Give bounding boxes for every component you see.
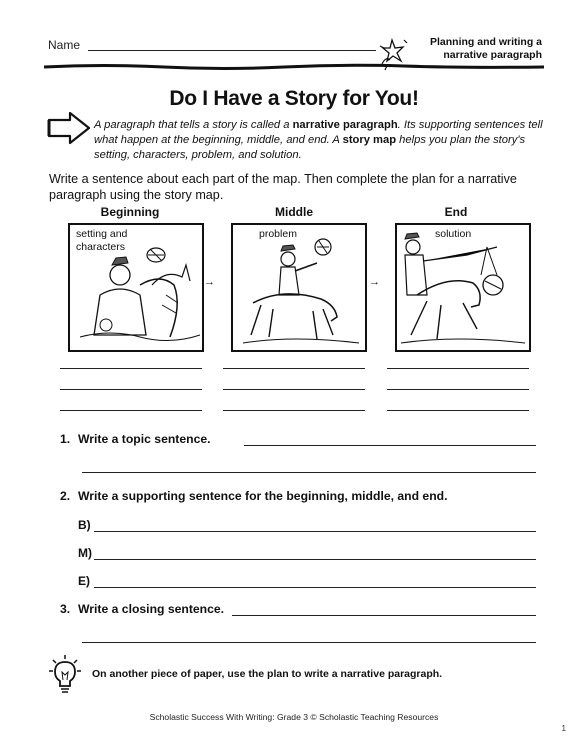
beginning-answer-line[interactable] [60,368,202,369]
topic-sentence-line[interactable] [244,445,536,446]
name-field[interactable] [88,50,376,51]
panel-label-middle: problem [259,228,297,240]
topic-line-1: Planning and writing a [429,36,542,48]
middle-answer-line[interactable] [223,368,365,369]
end-sentence-line[interactable] [94,587,536,588]
name-label: Name [48,38,81,52]
label-line-1: setting and [76,228,128,240]
heading-middle: Middle [275,205,313,219]
page-title: Do I Have a Story for You! [169,87,419,110]
lightbulb-icon [48,654,82,694]
pointing-arrow-icon [46,110,92,148]
intro-text-2: . Its supporting sentences tell what happen at the beginning, middle, and end. A [94,119,543,146]
footer-credit: Scholastic Success With Writing: Grade 3 © Scholastic Teaching Resources [149,712,439,722]
header-divider [44,63,544,71]
term-story-map: story map [342,134,397,146]
question-text: Write a supporting sentence for the beginning, middle, and end. [78,489,448,503]
sub-label-middle: M) [78,546,92,560]
intro-text-3: helps you plan the story's setting, characters, problem, and solution. [94,134,526,161]
question-2 [60,489,448,503]
panel-label-beginning [76,228,127,254]
beginning-answer-line[interactable] [60,389,202,390]
sub-label-beginning: B) [78,518,91,532]
middle-sentence-line[interactable] [94,559,536,560]
intro-text-1: A paragraph that tells a story is called a [94,119,293,131]
closing-sentence-line[interactable] [232,615,536,616]
topic-sentence-line[interactable] [82,472,536,473]
topic-line-2: narrative paragraph [443,49,542,61]
beginning-answer-line[interactable] [60,410,202,411]
middle-answer-line[interactable] [223,389,365,390]
sub-label-end: E) [78,574,90,588]
end-answer-line[interactable] [387,410,529,411]
panel-middle [231,223,367,352]
panel-beginning [68,223,204,352]
middle-answer-line[interactable] [223,410,365,411]
arrow-icon-1: → [204,276,215,288]
rescue-illustration [397,225,529,350]
question-number: 2. [60,489,71,503]
question-text: Write a topic sentence. [78,432,211,446]
topic-heading [430,36,542,62]
question-number: 1. [60,432,71,446]
rider-illustration [233,225,365,350]
panel-label-end: solution [435,228,472,240]
term-narrative-paragraph: narrative paragraph [292,119,398,131]
tip-text: On another piece of paper, use the plan to write a narrative paragraph. [92,668,443,680]
end-answer-line[interactable] [387,389,529,390]
panel-end [395,223,531,352]
question-1 [60,432,211,446]
instructions: Write a sentence about each part of the map. Then complete the plan for a narrative paragraph using the story map. [49,172,517,202]
page-number: 1 [561,724,566,733]
intro-paragraph [94,118,544,163]
question-text: Write a closing sentence. [78,602,225,616]
heading-beginning: Beginning [100,205,160,219]
question-number: 3. [60,602,71,616]
question-3 [60,602,224,616]
heading-end: End [444,205,468,219]
beginning-sentence-line[interactable] [94,531,536,532]
label-line-2: characters [76,241,126,253]
end-answer-line[interactable] [387,368,529,369]
arrow-icon-2: → [369,276,380,288]
closing-sentence-line[interactable] [82,642,536,643]
